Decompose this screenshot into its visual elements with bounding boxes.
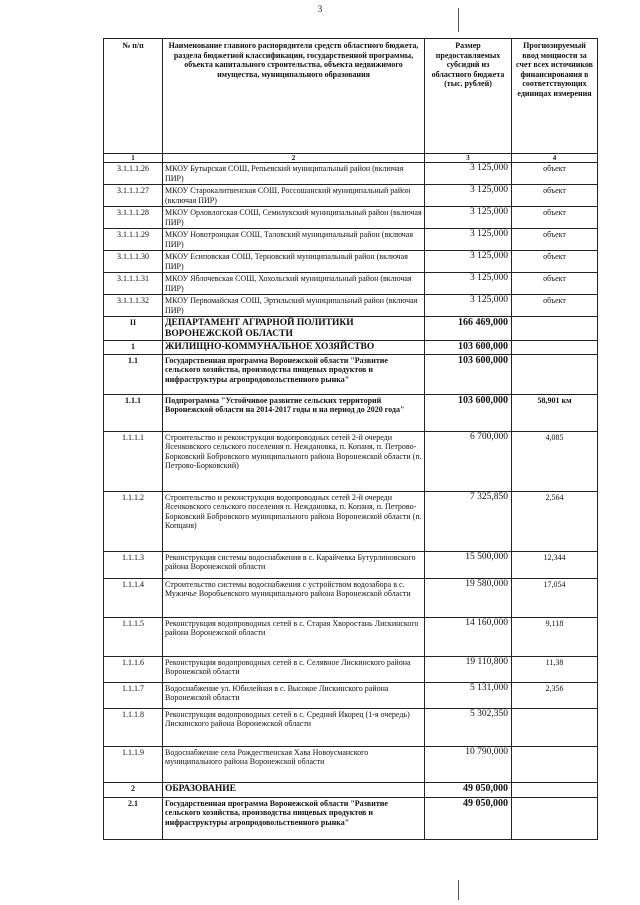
row-amount: 103 600,000 xyxy=(425,341,512,355)
row-name: Реконструкция системы водоснабжения в с. Карайчевка Бутурлиновского района Воронежской области xyxy=(163,551,425,578)
row-capacity: объект xyxy=(512,251,598,273)
row-amount: 10 790,000 xyxy=(425,746,512,782)
row-capacity: объект xyxy=(512,295,598,317)
header-number: № п/п xyxy=(104,39,163,154)
binding-mark-top xyxy=(458,8,459,32)
row-capacity xyxy=(512,797,598,839)
page-number: 3 xyxy=(317,4,323,14)
row-capacity: объект xyxy=(512,163,598,185)
table-row xyxy=(104,317,598,341)
table-row xyxy=(104,207,598,229)
row-capacity: 2,356 xyxy=(512,682,598,708)
row-capacity: 17,054 xyxy=(512,578,598,617)
row-capacity: 4,085 xyxy=(512,431,598,491)
row-amount: 19 110,800 xyxy=(425,656,512,682)
row-name: ЖИЛИЩНО-КОММУНАЛЬНОЕ ХОЗЯЙСТВО xyxy=(163,341,425,355)
row-amount: 103 600,000 xyxy=(425,394,512,431)
row-number: 1.1.1.6 xyxy=(104,656,163,682)
row-number: 3.1.1.1.32 xyxy=(104,295,163,317)
row-name: Строительство и реконструкция водопроводных сетей 2-й очереди Ясенковского сельского поселения п. Неждановка, п. Копаня, п. Петрово-Борковский Бобровского муниципального района Воронежской области (п. Петрово-Борковский) xyxy=(163,431,425,491)
header-amount: Размер предоставляемых субсидий из областного бюджета (тыс. рублей) xyxy=(425,39,512,154)
row-number: 3.1.1.1.29 xyxy=(104,229,163,251)
row-number: 2.1 xyxy=(104,797,163,839)
row-number: 1.1.1.1 xyxy=(104,431,163,491)
table-row xyxy=(104,617,598,656)
row-number: 1.1.1.2 xyxy=(104,491,163,551)
row-name: МКОУ Яблочевская СОШ, Хохольский муниципальный район (включая ПИР) xyxy=(163,273,425,295)
row-amount: 15 500,000 xyxy=(425,551,512,578)
binding-mark-bottom xyxy=(458,880,459,900)
row-capacity: 11,38 xyxy=(512,656,598,682)
table-row xyxy=(104,782,598,797)
table-row xyxy=(104,431,598,491)
row-capacity xyxy=(512,746,598,782)
row-name: Подпрограмма "Устойчивое развитие сельских территорий Воронежской области на 2014-2017 годы и на период до 2020 года" xyxy=(163,394,425,431)
row-number: 2 xyxy=(104,782,163,797)
row-capacity xyxy=(512,708,598,746)
row-number: 1.1.1 xyxy=(104,394,163,431)
row-amount: 49 050,000 xyxy=(425,797,512,839)
row-number: 1.1 xyxy=(104,354,163,394)
row-name: МКОУ Новотроицкая СОШ, Таловский муниципальный район (включая ПИР) xyxy=(163,229,425,251)
header-name: Наименование главного распорядителя средств областного бюджета, раздела бюджетной классификации, государственной программы, объекта капитального строительства, объекта недвижимого имущества, муниципального образования xyxy=(163,39,425,154)
row-amount: 49 050,000 xyxy=(425,782,512,797)
column-index: 2 xyxy=(163,154,425,163)
row-name: МКОУ Есиповская СОШ, Терновский муниципальный район (включая ПИР) xyxy=(163,251,425,273)
row-name: Государственная программа Воронежской области "Развитие сельского хозяйства, производства пищевых продуктов и инфраструктуры агропродовольственного рынка" xyxy=(163,354,425,394)
row-name: МКОУ Первомайская СОШ, Эртильский муниципальный район (включая ПИР) xyxy=(163,295,425,317)
row-name: Строительство системы водоснабжения с устройством водозабора в с. Мужичье Воробьевского муниципального района Воронежской области xyxy=(163,578,425,617)
header-row xyxy=(104,39,598,154)
row-capacity: объект xyxy=(512,185,598,207)
row-capacity xyxy=(512,354,598,394)
table-row xyxy=(104,708,598,746)
row-amount: 5 302,350 xyxy=(425,708,512,746)
row-amount: 3 125,000 xyxy=(425,229,512,251)
row-name: МКОУ Орловлогская СОШ, Семилукский муниципальный район (включая ПИР) xyxy=(163,207,425,229)
row-name: Реконструкция водопроводных сетей в с. Средний Икорец (1-я очередь) Лискинского района Воронежской области xyxy=(163,708,425,746)
column-index: 1 xyxy=(104,154,163,163)
row-amount: 3 125,000 xyxy=(425,251,512,273)
row-name: Государственная программа Воронежской области "Развитие сельского хозяйства, производства пищевых продуктов и инфраструктуры агропродовольственного рынка" xyxy=(163,797,425,839)
row-capacity xyxy=(512,317,598,341)
row-capacity xyxy=(512,782,598,797)
row-capacity: 9,118 xyxy=(512,617,598,656)
row-capacity: 12,344 xyxy=(512,551,598,578)
table-row xyxy=(104,656,598,682)
row-number: 3.1.1.1.26 xyxy=(104,163,163,185)
row-amount: 19 580,000 xyxy=(425,578,512,617)
row-number: 1.1.1.5 xyxy=(104,617,163,656)
row-amount: 103 600,000 xyxy=(425,354,512,394)
table-row xyxy=(104,682,598,708)
row-number: 1.1.1.8 xyxy=(104,708,163,746)
row-capacity xyxy=(512,341,598,355)
table-row xyxy=(104,163,598,185)
row-name: Строительство и реконструкция водопроводных сетей 2-й очереди Ясенковского сельского поселения п. Неждановка, п. Копаня, п. Петрово-Борковский Бобровского муниципального района Воронежской области (п. Копцаня) xyxy=(163,491,425,551)
row-name: Реконструкция водопроводных сетей в с. Селявное Лискинского района Воронежской области xyxy=(163,656,425,682)
row-amount: 3 125,000 xyxy=(425,295,512,317)
row-number: II xyxy=(104,317,163,341)
row-capacity: 58,901 км xyxy=(512,394,598,431)
row-amount: 3 125,000 xyxy=(425,207,512,229)
row-number: 1.1.1.4 xyxy=(104,578,163,617)
budget-table xyxy=(103,38,598,840)
row-number: 1 xyxy=(104,341,163,355)
row-name: ДЕПАРТАМЕНТ АГРАРНОЙ ПОЛИТИКИ ВОРОНЕЖСКОЙ ОБЛАСТИ xyxy=(163,317,425,341)
row-name: Реконструкция водопроводных сетей в с. Старая Хворостань Лискинского района Воронежской области xyxy=(163,617,425,656)
row-number: 3.1.1.1.31 xyxy=(104,273,163,295)
row-name: МКОУ Старокалитвенская СОШ, Россошанский муниципальный район (включая ПИР) xyxy=(163,185,425,207)
row-capacity: объект xyxy=(512,207,598,229)
row-number: 1.1.1.3 xyxy=(104,551,163,578)
table-row xyxy=(104,354,598,394)
table-row xyxy=(104,394,598,431)
row-amount: 14 160,000 xyxy=(425,617,512,656)
row-capacity: объект xyxy=(512,229,598,251)
table-row xyxy=(104,797,598,839)
table-row xyxy=(104,578,598,617)
table-row xyxy=(104,341,598,355)
table-row xyxy=(104,551,598,578)
table-row xyxy=(104,185,598,207)
row-amount: 3 125,000 xyxy=(425,273,512,295)
table-row xyxy=(104,251,598,273)
row-number: 3.1.1.1.30 xyxy=(104,251,163,273)
table-row xyxy=(104,295,598,317)
row-name: Водоснабжение ул. Юбилейная в с. Высокое Лискинского района Воронежской области xyxy=(163,682,425,708)
header-capacity: Прогнозируемый ввод мощности за счет всех источников финансирования в соответствующих единицах измерения xyxy=(512,39,598,154)
row-name: ОБРАЗОВАНИЕ xyxy=(163,782,425,797)
row-name: Водоснабжение села Рождественская Хава Новоусманского муниципального района Воронежской области xyxy=(163,746,425,782)
row-number: 1.1.1.9 xyxy=(104,746,163,782)
column-index: 4 xyxy=(512,154,598,163)
row-amount: 7 325,850 xyxy=(425,491,512,551)
row-name: МКОУ Бутырская СОШ, Репьевский муниципальный район (включая ПИР) xyxy=(163,163,425,185)
column-index: 3 xyxy=(425,154,512,163)
table-row xyxy=(104,491,598,551)
row-amount: 3 125,000 xyxy=(425,185,512,207)
row-number: 3.1.1.1.28 xyxy=(104,207,163,229)
row-number: 3.1.1.1.27 xyxy=(104,185,163,207)
row-number: 1.1.1.7 xyxy=(104,682,163,708)
row-amount: 3 125,000 xyxy=(425,163,512,185)
row-amount: 6 700,000 xyxy=(425,431,512,491)
column-index-row xyxy=(104,154,598,163)
row-amount: 166 469,000 xyxy=(425,317,512,341)
row-amount: 5 131,000 xyxy=(425,682,512,708)
table-row xyxy=(104,746,598,782)
table-row xyxy=(104,229,598,251)
table-row xyxy=(104,273,598,295)
row-capacity: 2,564 xyxy=(512,491,598,551)
row-capacity: объект xyxy=(512,273,598,295)
